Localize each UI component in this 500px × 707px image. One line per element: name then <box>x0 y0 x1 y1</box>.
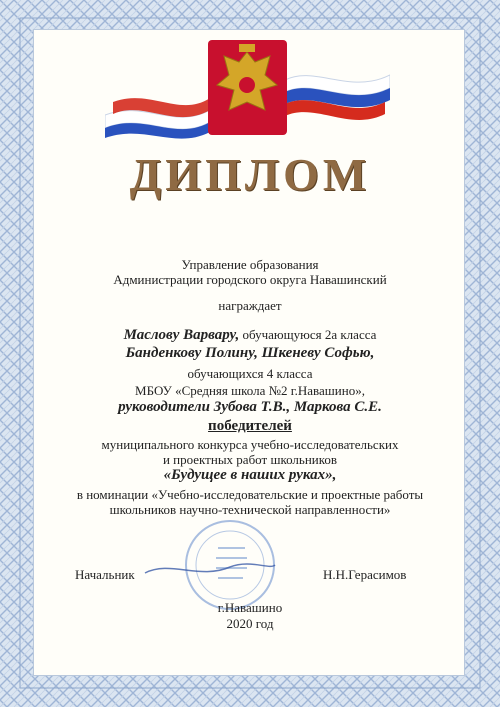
issuer-line-2: Администрации городского округа Навашинский <box>113 272 387 287</box>
group-class: обучающихся 4 класса <box>187 366 313 381</box>
student1-name: Маслову Варвару, <box>123 327 240 343</box>
contest-name: «Будущее в наших руках», <box>163 467 337 483</box>
signer-title: Начальник <box>75 567 135 582</box>
signer-name: Н.Н.Герасимов <box>323 567 407 582</box>
nomination-line-1: в номинации «Учебно-исследовательские и проектные работы <box>76 487 424 502</box>
students-group: Банденкову Полину, Шкеневу Софью, <box>125 345 375 361</box>
year: 2020 год <box>226 616 274 631</box>
diploma-title: ДИПЛОМ <box>129 149 371 200</box>
nomination-line-2: школьников научно-технической направленности» <box>109 502 391 517</box>
student1-class: обучающуюся 2а класса <box>239 327 377 342</box>
status-winners: победителей <box>208 418 292 434</box>
school-name: МБОУ «Средняя школа №2 г.Навашино», <box>135 383 365 398</box>
awards-verb: награждает <box>218 298 282 313</box>
contest-line-2: и проектных работ школьников <box>162 452 338 467</box>
supervisors: руководители Зубова Т.В., Маркова С.Е. <box>118 399 382 415</box>
city: г.Навашино <box>217 600 283 615</box>
contest-line-1: муниципального конкурса учебно-исследовательских <box>101 437 399 452</box>
student1-line <box>40 327 460 344</box>
flag-ribbon-with-emblem <box>105 40 390 140</box>
issuer-line-1: Управление образования <box>181 257 319 272</box>
signature-icon <box>140 555 280 585</box>
